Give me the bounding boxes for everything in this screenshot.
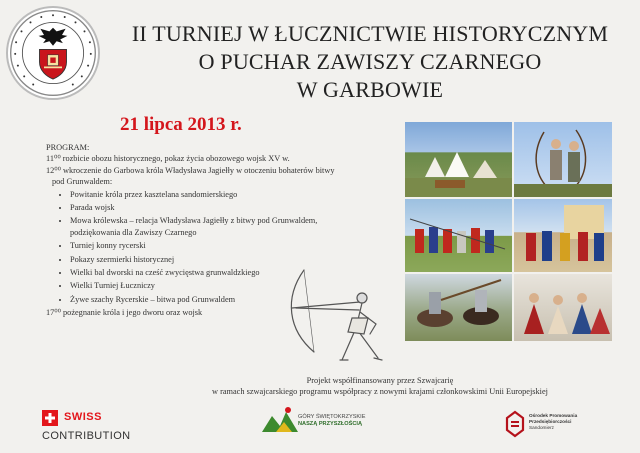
photo-knights [405, 199, 512, 272]
association-emblem [6, 6, 100, 100]
swiss-logo-name: SWISS [64, 411, 102, 423]
poster-title [100, 20, 640, 104]
photo-joust [405, 274, 512, 341]
gory-swietokrzyskie-logo [262, 404, 382, 444]
program-item: • Żywe szachy Rycerskie – bitwa pod Grunwaldem [70, 294, 406, 305]
program-item: • Parada wojsk [70, 202, 406, 213]
funding-line-2: w ramach szwajcarskiego programu współpracy z nowymi krajami członkowskimi Unii Europejskiej [212, 387, 548, 396]
photo-camp [405, 122, 512, 197]
title-line-2: O PUCHAR ZAWISZY CZARNEGO [198, 49, 542, 74]
photo-parade [514, 199, 612, 272]
swiss-logo-sub: CONTRIBUTION [42, 430, 131, 442]
program-item: • Powitanie króla przez kasztelana sandomierskiego [70, 189, 406, 200]
odr-emblem-icon [505, 410, 525, 438]
program-item: • Wielki Turniej Łuczniczy [70, 280, 406, 291]
odr-line-2: Przedsiębiorczości [529, 419, 572, 424]
joust-icon [405, 274, 512, 341]
title-line-3: W GARBOWIE [296, 77, 444, 102]
photo-collage [405, 122, 612, 341]
swiss-cross-icon [42, 410, 58, 426]
event-date: 21 lipca 2013 r. [120, 114, 242, 135]
camp-tents-icon [405, 122, 512, 197]
program-line-2-cont: pod Grunwaldem: [52, 177, 113, 187]
program-line-2: 12⁰⁰ wkroczenie do Garbowa króla Władysława Jagiełły w otoczeniu bohaterów bitwy [46, 165, 335, 175]
funding-line-1: Projekt współfinansowany przez Szwajcarię [306, 376, 454, 385]
program-closing: 17⁰⁰ pożegnanie króla i jego dworu oraz wojsk [46, 308, 203, 318]
photo-dance [514, 274, 612, 341]
program-item: • Pokazy szermierki historycznej [70, 254, 406, 265]
photo-archers [514, 122, 612, 197]
swiss-contribution-logo [42, 410, 162, 444]
parade-icon [514, 199, 612, 272]
dancers-icon [514, 274, 612, 341]
program-heading: PROGRAM: [46, 143, 90, 152]
program-item: • Wielki bal dworski na cześć zwycięstwa grunwaldzkiego [70, 267, 406, 278]
gory-line-2: NASZĄ PRZYSZŁOŚCIĄ [298, 421, 363, 427]
odr-logo [505, 410, 615, 444]
knights-icon [405, 199, 512, 272]
mountains-icon [262, 404, 298, 434]
archers-icon [514, 122, 612, 197]
program-line-1: 11⁰⁰ rozbicie obozu historycznego, pokaz życia obozowego wojsk XV w. [46, 154, 290, 164]
odr-line-1: Ośrodek Promowania [529, 413, 578, 418]
title-line-1: II TURNIEJ W ŁUCZNICTWIE HISTORYCZNYM [131, 21, 609, 46]
program-item: • Mowa królewska – relacja Władysława Jagiełły z bitwy pod Grunwaldem, podziękowania dla Zawiszy Czarnego [70, 215, 360, 238]
emblem-seal-icon [8, 8, 98, 98]
program-item: • Turniej konny rycerski [70, 240, 406, 251]
gory-line-1: GÓRY ŚWIĘTOKRZYSKIE [298, 414, 366, 420]
archer-illustration [282, 268, 400, 366]
funding-note [190, 375, 570, 397]
odr-line-3: Sandomierz [529, 425, 555, 430]
